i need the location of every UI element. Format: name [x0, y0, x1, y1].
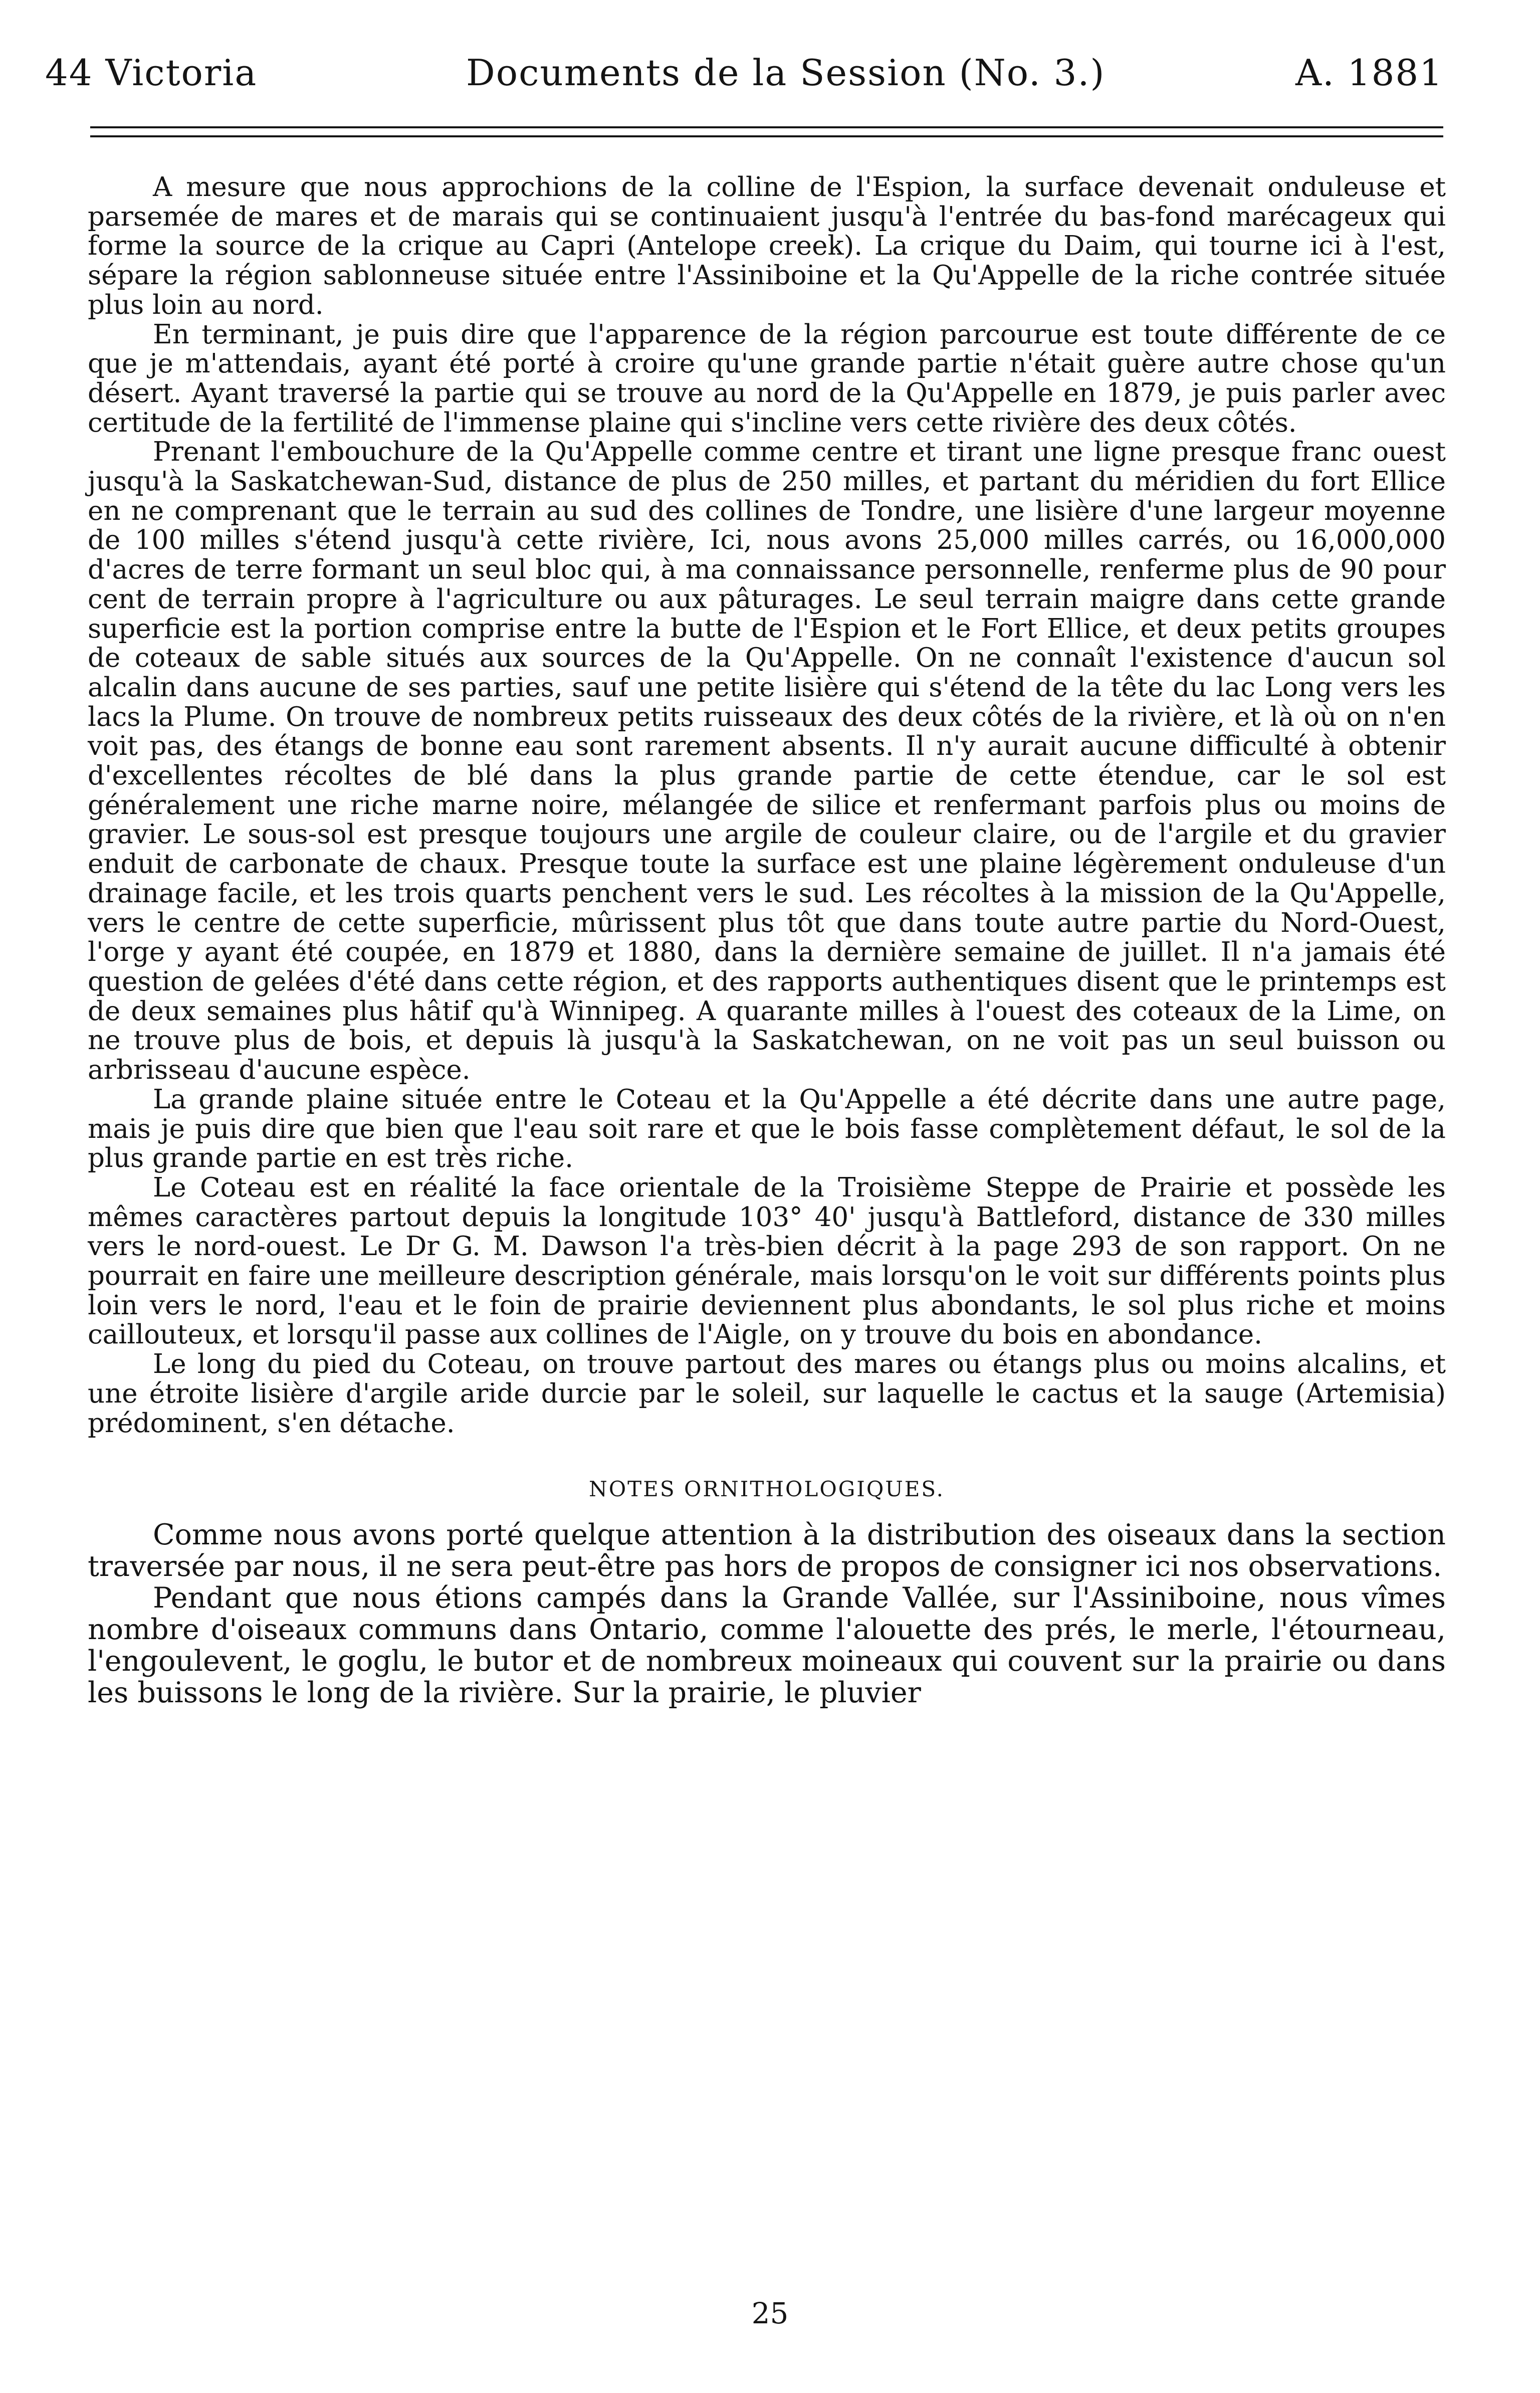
paragraph-notes-intro: Comme nous avons porté quelque attention à la distribution des oiseaux dans la section traversée par nous, il ne sera peut-être pas hors de propos de consigner ici nos observations.	[88, 1518, 1446, 1583]
running-header	[45, 50, 1443, 95]
page-body	[88, 173, 1446, 1709]
paragraph-grande-plaine: La grande plaine située entre le Coteau et la Qu'Appelle a été décrite dans une autre page, mais je puis dire que bien que l'eau soit rare et que le bois fasse complètement défaut, le sol de la plus grande partie en est très riche.	[88, 1084, 1446, 1174]
paragraph-grande-vallee: Pendant que nous étions campés dans la Grande Vallée, sur l'Assiniboine, nous vîmes nombre d'oiseaux communs dans Ontario, comme l'alouette des prés, le merle, l'étourneau, l'engoulevent, le goglu, le butor et de nombreux moineaux qui couvent sur la prairie ou dans les buissons le long de la rivière. Sur la prairie, le pluvier	[88, 1581, 1446, 1710]
paragraph-conclusion: En terminant, je puis dire que l'apparence de la région parcourue est toute différente de ce que je m'attendais, ayant été porté à croire qu'une grande partie n'était guère autre chose qu'un désert. Ayant traversé la partie qui se trouve au nord de la Qu'Appelle en 1879, je puis parler avec certitude de la fertilité de l'immense plaine qui s'incline vers cette rivière des deux côtés.	[88, 319, 1446, 438]
header-volume: 44 Victoria	[45, 52, 258, 94]
paragraph-pied-du-coteau: Le long du pied du Coteau, on trouve partout des mares ou étangs plus ou moins alcalins, et une étroite lisière d'argile aride durcie par le soleil, sur laquelle le cactus et la sauge (Artemisia) prédominent, s'en détache.	[88, 1349, 1446, 1439]
header-double-rule	[90, 126, 1443, 137]
paragraph-coteau: Le Coteau est en réalité la face orientale de la Troisième Steppe de Prairie et possède les mêmes caractères partout depuis la longitude 103° 40' jusqu'à Battleford, distance de 330 milles vers le nord-ouest. Le Dr G. M. Dawson l'a très-bien décrit à la page 293 de son rapport. On ne pourrait en faire une meilleure description générale, mais lorsqu'on le voit sur différents points plus loin vers le nord, l'eau et le foin de prairie deviennent plus abondants, le sol plus riche et moins caillouteux, et lorsqu'il passe aux collines de l'Aigle, on y trouve du bois en abondance.	[88, 1172, 1446, 1350]
paragraph-espion: A mesure que nous approchions de la colline de l'Espion, la surface devenait onduleuse et parsemée de mares et de marais qui se continuaient jusqu'à l'entrée du bas-fond marécageux qui forme la source de la crique au Capri (Antelope creek). La crique du Daim, qui tourne ici à l'est, sépare la région sablonneuse située entre l'Assiniboine et la Qu'Appelle de la riche contrée située plus loin au nord.	[88, 172, 1446, 320]
section-heading: NOTES ORNITHOLOGIQUES.	[588, 1477, 945, 1502]
header-title: Documents de la Session (No. 3.)	[466, 52, 1106, 94]
paragraph-qu-appelle-region: Prenant l'embouchure de la Qu'Appelle comme centre et tirant une ligne presque franc ouest jusqu'à la Saskatchewan-Sud, distance de plus de 250 milles, et partant du méridien du fort Ellice en ne comprenant que le terrain au sud des collines de Tondre, une lisière d'une largeur moyenne de 100 milles s'étend jusqu'à cette rivière, Ici, nous avons 25,000 milles carrés, ou 16,000,000 d'acres de terre formant un seul bloc qui, à ma connaissance personnelle, renferme plus de 90 pour cent de terrain propre à l'agriculture ou aux pâturages. Le seul terrain maigre dans cette grande superficie est la portion comprise entre la butte de l'Espion et le Fort Ellice, et deux petits groupes de coteaux de sable situés aux sources de la Qu'Appelle. On ne connaît l'existence d'aucun sol alcalin dans aucune de ses parties, sauf une petite lisière qui s'étend de la tête du lac Long vers les lacs la Plume. On trouve de nombreux petits ruisseaux des deux côtés de la rivière, et là où on n'en voit pas, des étangs de bonne eau sont rarement absents. Il n'y aurait aucune difficulté à obtenir d'excellentes récoltes de blé dans la plus grande partie de cette étendue, car le sol est généralement une riche marne noire, mélangée de silice et renfermant parfois plus ou moins de gravier. Le sous-sol est presque toujours une argile de couleur claire, ou de l'argile et du gravier enduit de carbonate de chaux. Presque toute la surface est une plaine légèrement onduleuse d'un drainage facile, et les trois quarts penchent vers le sud. Les récoltes à la mission de la Qu'Appelle, vers le centre de cette superficie, mûrissent plus tôt que dans toute autre partie du Nord-Ouest, l'orge y ayant été coupée, en 1879 et 1880, dans la dernière semaine de juillet. Il n'a jamais été question de gelées d'été dans cette région, et des rapports authentiques disent que le printemps est de deux semaines plus hâtif qu'à Winnipeg. A quarante milles à l'ouest des coteaux de la Lime, on ne trouve plus de bois, et depuis là jusqu'à la Saskatchewan, on ne voit pas un seul buisson ou arbrisseau d'aucune espèce.	[88, 437, 1446, 1086]
header-year: A. 1881	[1295, 52, 1443, 94]
page-number: 25	[751, 2296, 789, 2330]
ornithology-notes	[88, 1519, 1446, 1709]
